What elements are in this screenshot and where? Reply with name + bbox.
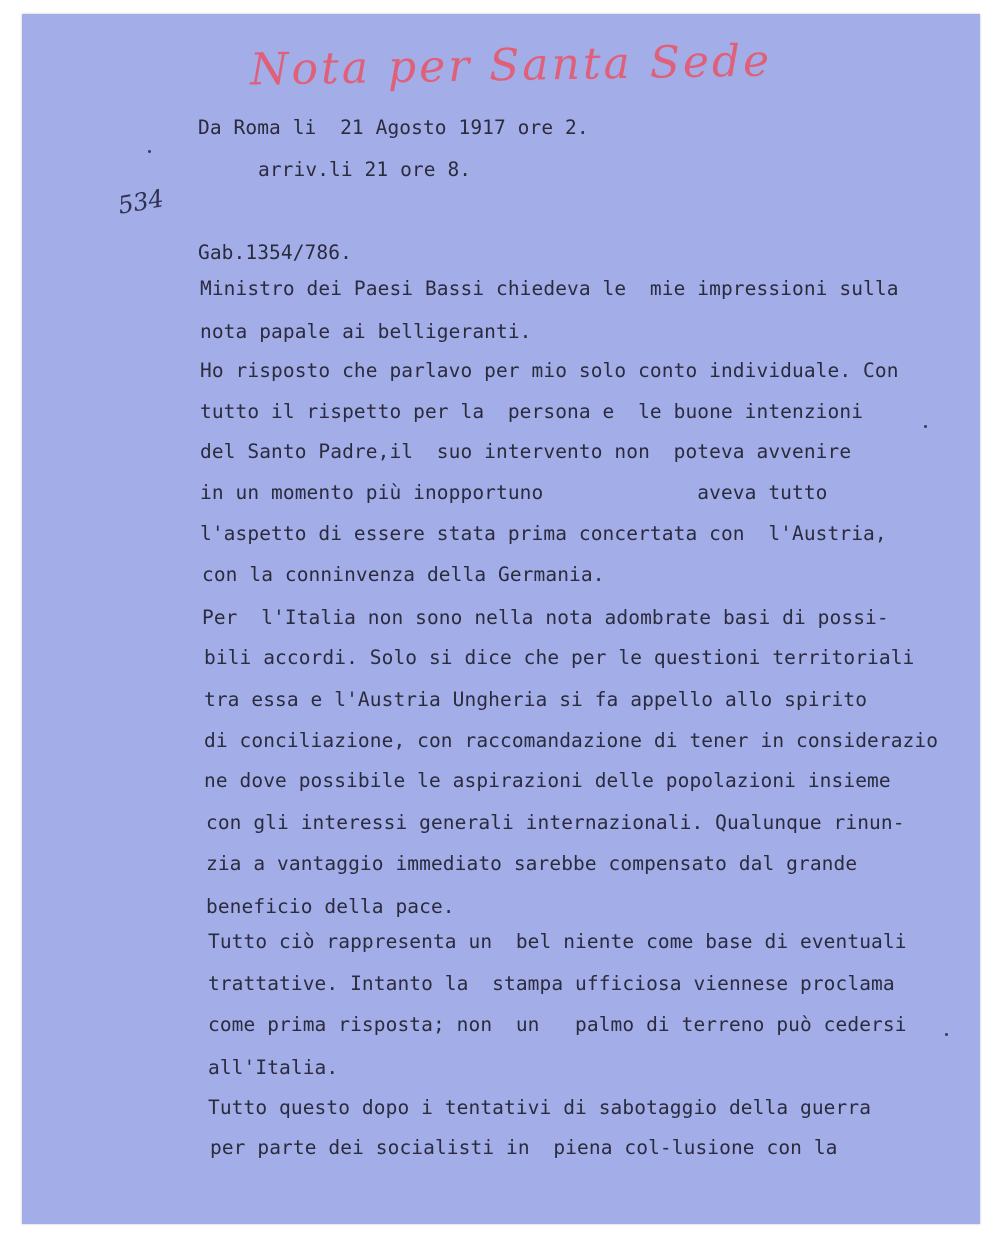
- body-line: zia a vantaggio immediato sarebbe compensato dal grande: [206, 852, 858, 875]
- body-line: per parte dei socialisti in piena col-lusione con la: [210, 1136, 838, 1159]
- body-line: tutto il rispetto per la persona e le buone intenzioni: [200, 400, 864, 423]
- body-line: beneficio della pace.: [206, 895, 455, 918]
- body-line: ne dove possibile le aspirazioni delle popolazioni insieme: [204, 769, 891, 792]
- ink-speck: [924, 425, 927, 428]
- body-line: Per l'Italia non sono nella nota adombrate basi di possi-: [202, 606, 889, 629]
- ink-speck: [945, 1033, 948, 1036]
- body-line: Ho risposto che parlavo per mio solo conto individuale. Con: [200, 359, 899, 382]
- date-line: Da Roma li 21 Agosto 1917 ore 2.: [198, 116, 589, 139]
- reference-line: Gab.1354/786.: [198, 241, 352, 264]
- body-line: Ministro dei Paesi Bassi chiedeva le mie impressioni sulla: [200, 277, 899, 300]
- body-line: tra essa e l'Austria Ungheria si fa appello allo spirito: [204, 688, 868, 711]
- body-line: con gli interessi generali internazionali. Qualunque rinun-: [206, 811, 905, 834]
- body-line: in un momento più inopportuno aveva tutto: [200, 481, 828, 504]
- body-line: trattative. Intanto la stampa ufficiosa viennese proclama: [208, 972, 895, 995]
- body-line: come prima risposta; non un palmo di terreno può cedersi: [208, 1013, 907, 1036]
- ink-speck: [148, 150, 151, 153]
- body-line: nota papale ai belligeranti.: [200, 320, 532, 343]
- body-line: Tutto questo dopo i tentativi di sabotaggio della guerra: [208, 1096, 872, 1119]
- body-line: all'Italia.: [208, 1056, 339, 1079]
- body-line: di conciliazione, con raccomandazione di tener in considerazio: [204, 729, 939, 752]
- body-line: l'aspetto di essere stata prima concertata con l'Austria,: [200, 522, 887, 545]
- body-line: bili accordi. Solo si dice che per le questioni territoriali: [204, 646, 915, 669]
- handwritten-title: Nota per Santa Sede: [249, 35, 773, 96]
- arrival-line: arriv.li 21 ore 8.: [258, 158, 472, 181]
- body-line: del Santo Padre,il suo intervento non poteva avvenire: [200, 440, 852, 463]
- handwritten-number: 534: [115, 184, 166, 220]
- body-line: Tutto ciò rappresenta un bel niente come base di eventuali: [208, 930, 907, 953]
- body-line: con la conninvenza della Germania.: [202, 563, 605, 586]
